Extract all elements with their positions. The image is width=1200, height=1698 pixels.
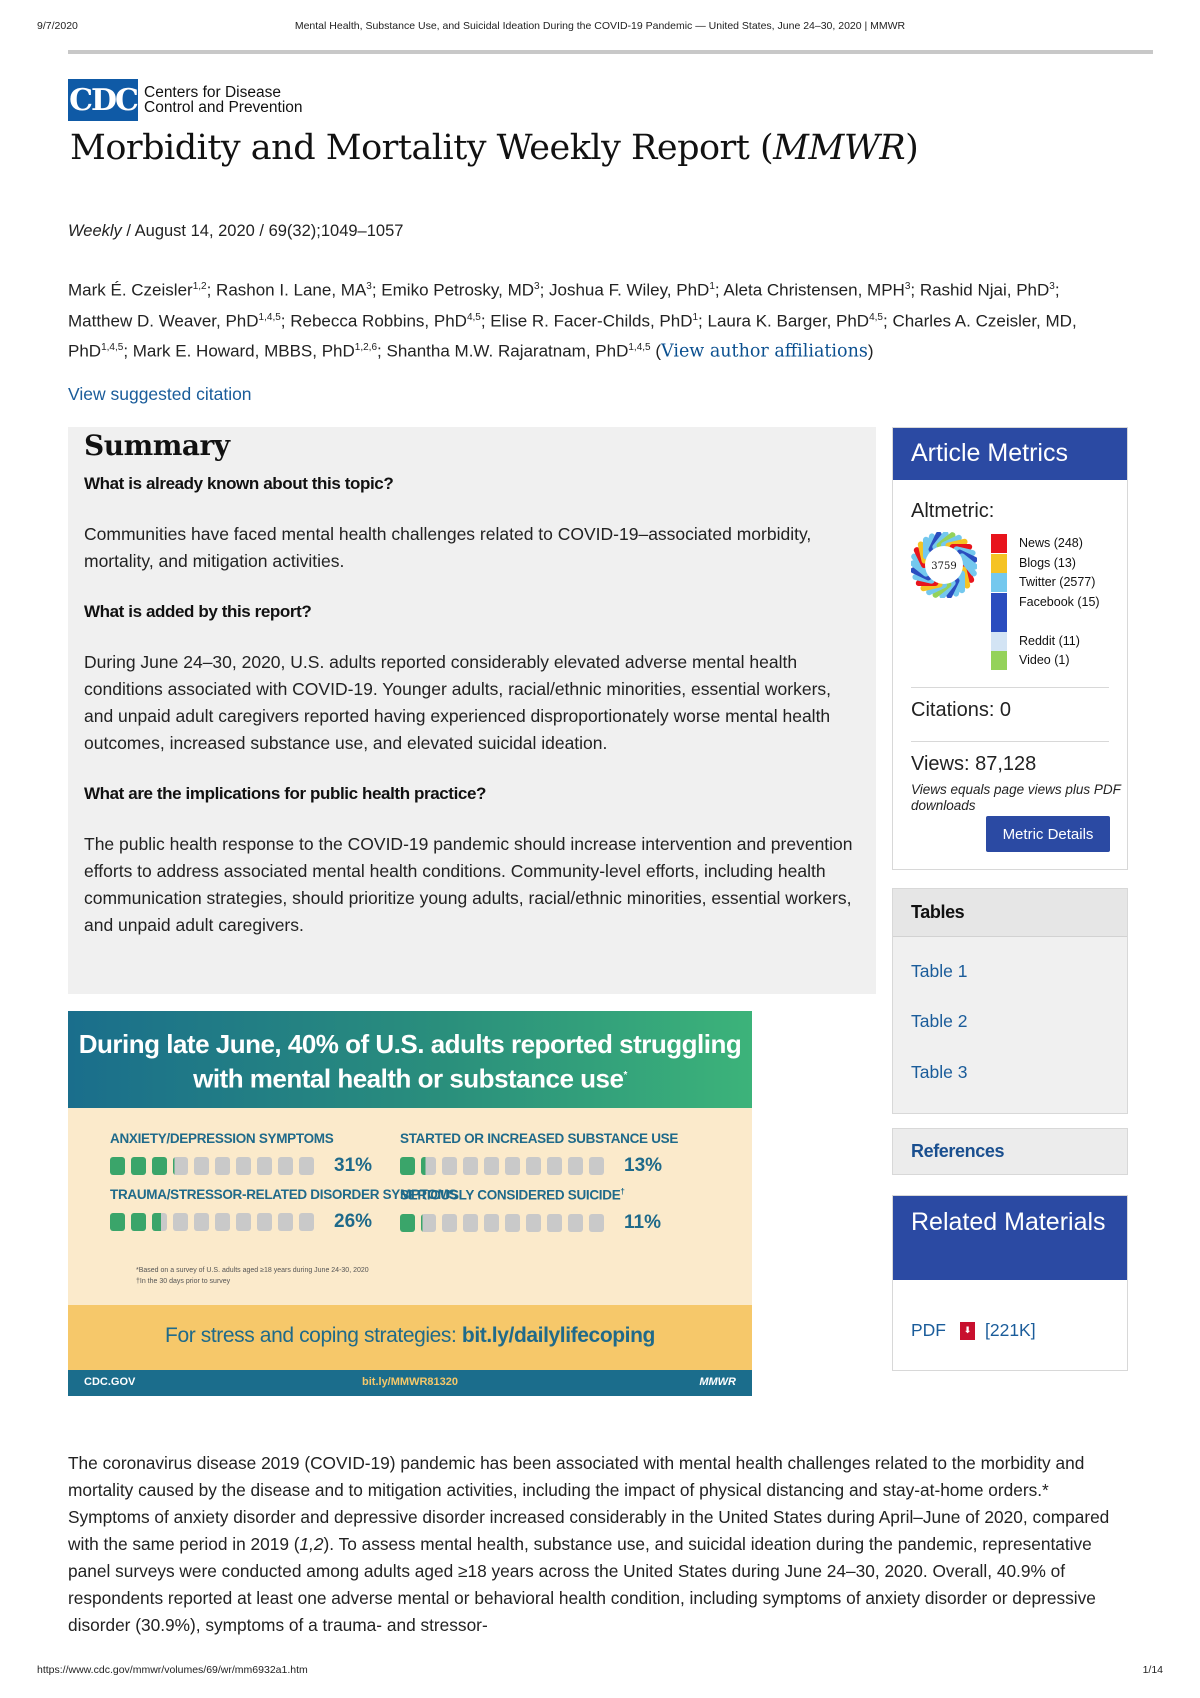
print-url: https://www.cdc.gov/mmwr/volumes/69/wr/mm6932a1.htm [37, 1664, 308, 1676]
author: ; Matthew D. Weaver, PhD [68, 280, 1060, 331]
author: ; Rebecca Robbins, PhD [280, 311, 467, 331]
stat-square [484, 1157, 499, 1175]
author-affiliation-sup: 3 [904, 281, 911, 292]
legend-label: Twitter (2577) [1019, 575, 1096, 589]
stat-square [589, 1157, 604, 1175]
altmetric-legend [991, 534, 1121, 671]
legend-swatch [991, 534, 1007, 553]
stat-square [278, 1157, 293, 1175]
print-header [37, 20, 1163, 34]
stat-label-text: TRAUMA/STRESSOR-RELATED DISORDER SYMPTOMS [110, 1187, 458, 1202]
stat-label-text: SERIOUSLY CONSIDERED SUICIDE [400, 1187, 621, 1203]
report-title [70, 128, 918, 168]
stat-square [152, 1157, 167, 1175]
issue-details: / August 14, 2020 / 69(32);1049–1057 [121, 222, 404, 240]
author: ; Rashon I. Lane, MA [206, 280, 367, 300]
altmetric-label: Altmetric: [911, 500, 995, 522]
author: ; Rashid Njai, PhD [910, 280, 1050, 300]
report-title-main: Morbidity and Mortality Weekly Report ( [70, 128, 774, 168]
cdc-logo-mark: CDC [68, 79, 138, 121]
legend-swatch [991, 593, 1007, 632]
legend-facebook [991, 593, 1121, 632]
related-materials-panel [892, 1195, 1128, 1371]
cdc-logo[interactable] [68, 78, 303, 122]
altmetric-donut-icon[interactable] [911, 532, 977, 598]
stat-square [194, 1213, 209, 1231]
reference-link[interactable]: 1,2 [299, 1534, 324, 1554]
stat-label-text: STARTED OR INCREASED SUBSTANCE USE [400, 1131, 679, 1146]
author-affiliation-sup: 4,5 [466, 311, 481, 323]
stat-percent: 31% [334, 1155, 373, 1176]
stat-square [547, 1214, 562, 1232]
coping-strategies-banner [68, 1305, 752, 1370]
report-title-close: ) [905, 128, 919, 168]
stat-square [299, 1157, 314, 1175]
stat-square [110, 1213, 125, 1231]
legend-swatch [991, 651, 1007, 670]
pdf-download-link[interactable] [911, 1320, 1036, 1341]
view-suggested-citation-link[interactable]: View suggested citation [68, 384, 252, 404]
infographic-stats [68, 1108, 752, 1305]
infographic-headline [68, 1011, 752, 1108]
stat-substance-use [400, 1131, 678, 1177]
metrics-divider [911, 687, 1109, 688]
related-materials-header: Related Materials [893, 1196, 1127, 1280]
legend-news [991, 534, 1121, 554]
stat-square [505, 1157, 520, 1175]
stat-square [215, 1213, 230, 1231]
author: ; Shantha M.W. Rajaratnam, PhD [377, 341, 629, 361]
logo-line-2: Control and Prevention [144, 99, 303, 116]
stat-square [421, 1157, 436, 1175]
table-3-link[interactable]: Table 3 [911, 1062, 968, 1082]
stat-square [589, 1214, 604, 1232]
stat-square [173, 1213, 188, 1231]
article-metrics-panel [892, 427, 1128, 870]
tables-header: Tables [893, 889, 1127, 937]
body-text-part: The coronavirus disease 2019 (COVID-19) pandemic has been associated with mental health challenges related to the morbidity and mortality caused by the disease and to mitigation activities, including the impact of physical distancing and stay-at-home orders.* Symptoms of anxiety disorder and depressive disorder increased considerably in the United States during April–June of 2020, compared with the same period in 2019 ( [68, 1453, 1110, 1554]
legend-swatch [991, 554, 1007, 573]
pdf-label: PDF [911, 1320, 946, 1340]
coping-link: bit.ly/dailylifecoping [461, 1324, 655, 1347]
stat-footnote-mark: † [620, 1187, 625, 1196]
author-affiliation-sup: 1,4,5 [628, 342, 651, 354]
legend-label: Facebook (15) [1019, 594, 1100, 609]
stat-square [215, 1157, 230, 1175]
tables-panel [892, 888, 1128, 1114]
infographic-footer [68, 1370, 752, 1396]
stat-label-text: ANXIETY/DEPRESSION SYMPTOMS [110, 1131, 334, 1146]
summary-answer-3: The public health response to the COVID-19 pandemic should increase intervention and prevention efforts to address associated mental health conditions. Community-level efforts, including health communication strategies, should prioritize young adults, racial/ethnic minorities, essential workers, and unpaid adult caregivers. [84, 834, 853, 935]
stat-percent: 11% [624, 1211, 661, 1233]
stat-square [526, 1214, 541, 1232]
top-divider [68, 50, 1153, 54]
author-affiliation-sup: 1,2 [192, 281, 207, 292]
legend-twitter [991, 573, 1121, 593]
stat-square [421, 1214, 436, 1232]
stat-square [568, 1157, 583, 1175]
stat-square [442, 1157, 457, 1175]
stat-label [110, 1131, 372, 1146]
altmetric-score: 3759 [931, 561, 957, 572]
summary-title: Summary [84, 429, 230, 462]
report-title-italic: MMWR [773, 128, 906, 168]
stat-anxiety-depression [110, 1131, 372, 1177]
stat-square [547, 1157, 562, 1175]
footer-cdc-gov: CDC.GOV [84, 1376, 136, 1388]
author-affiliation-sup: 1 [709, 281, 715, 292]
legend-label: Blogs (13) [1019, 555, 1076, 570]
print-page-number: 1/14 [1142, 1664, 1163, 1676]
references-link[interactable]: References [892, 1128, 1128, 1175]
stat-label [400, 1131, 678, 1146]
author: ; Aleta Christensen, MPH [714, 280, 905, 300]
stat-square [278, 1213, 293, 1231]
cdc-logo-text [144, 85, 303, 115]
author: ; Mark E. Howard, MBBS, PhD [123, 341, 355, 361]
print-footer [37, 1664, 1163, 1678]
author-affiliation-sup: 3 [1049, 281, 1055, 292]
stat-square [400, 1157, 415, 1175]
author: Mark É. Czeisler [68, 280, 193, 300]
stat-square [526, 1157, 541, 1175]
stat-square [299, 1213, 314, 1231]
print-page-title: Mental Health, Substance Use, and Suicidal Ideation During the COVID-19 Pandemic — United States, June 24–30, 2020 | MMWR [294, 20, 906, 32]
stat-percent: 26% [334, 1211, 373, 1232]
summary-answer-2: During June 24–30, 2020, U.S. adults reported considerably elevated adverse mental health conditions associated with COVID-19. Younger adults, racial/ethnic minorities, essential workers, and unpaid adult caregivers reported having experienced disproportionately worse mental health outcomes, increased substance use, and elevated suicidal ideation. [84, 652, 832, 753]
stat-square [400, 1214, 415, 1232]
stat-considered-suicide [400, 1187, 661, 1234]
view-author-affiliations-link[interactable]: View author affiliations [661, 341, 868, 362]
footnote-2: †In the 30 days prior to survey [136, 1278, 231, 1285]
table-1-link[interactable]: Table 1 [911, 961, 968, 981]
legend-label: News (248) [1019, 536, 1083, 550]
headline-line-1: During late June, 40% of U.S. adults reported struggling [78, 1029, 742, 1059]
issue-info [68, 222, 403, 241]
legend-video [991, 651, 1121, 671]
footer-short-link: bit.ly/MMWR81320 [362, 1376, 458, 1388]
coping-prefix: For stress and coping strategies: [165, 1324, 462, 1347]
stat-square [152, 1213, 167, 1231]
legend-blogs [991, 554, 1121, 574]
paren: ( [650, 341, 662, 361]
footnote-1: *Based on a survey of U.S. adults aged ≥18 years during June 24-30, 2020 [136, 1267, 369, 1274]
stat-bar [110, 1155, 372, 1177]
body-paragraph [68, 1450, 1132, 1639]
article-metrics-header: Article Metrics [893, 428, 1127, 480]
issue-weekly: Weekly [68, 222, 122, 240]
summary-answer-1: Communities have faced mental health challenges related to COVID-19–associated morbidity, mortality, and mitigation activities. [84, 524, 812, 571]
author-affiliation-sup: 4,5 [869, 311, 883, 323]
author-affiliation-sup: 1,4,5 [101, 342, 124, 354]
print-date: 9/7/2020 [37, 20, 78, 32]
legend-label: Reddit (11) [1019, 633, 1080, 648]
author-affiliation-sup: 3 [534, 281, 540, 292]
stat-square [110, 1157, 125, 1175]
stat-bar [400, 1155, 678, 1177]
stat-square [484, 1214, 499, 1232]
table-2-link[interactable]: Table 2 [911, 1011, 968, 1031]
stat-square [236, 1213, 251, 1231]
footer-mmwr: MMWR [699, 1376, 736, 1388]
author: ; Emiko Petrosky, MD [371, 280, 535, 300]
legend-label: Video (1) [1019, 653, 1070, 667]
infographic [68, 1011, 752, 1396]
stat-square [236, 1157, 251, 1175]
metrics-divider [911, 741, 1109, 742]
infographic-footnotes [136, 1265, 369, 1287]
summary-question-1: What is already known about this topic? [84, 474, 394, 493]
headline-footnote-mark: * [623, 1070, 627, 1081]
stat-square [442, 1214, 457, 1232]
metric-details-button[interactable]: Metric Details [986, 816, 1110, 852]
author-affiliation-sup: 1 [692, 311, 699, 323]
author: ; Joshua F. Wiley, PhD [539, 280, 710, 300]
stat-square [505, 1214, 520, 1232]
legend-reddit [991, 632, 1121, 652]
stat-label [400, 1187, 661, 1203]
paren: ) [867, 341, 874, 361]
views-note: Views equals page views plus PDF downloads [911, 782, 1121, 813]
pdf-file-icon: ⬇ [960, 1322, 975, 1340]
citations-count: Citations: 0 [911, 699, 1012, 721]
stat-square [568, 1214, 583, 1232]
stat-square [131, 1157, 146, 1175]
logo-line-1: Centers for Disease [144, 84, 281, 101]
summary-box [68, 427, 876, 994]
legend-swatch [991, 573, 1007, 592]
body-text-part: ). To assess mental health, substance use, and suicidal ideation during the pandemic, representative panel surveys were conducted among adults aged ≥18 years across the United States during June 24–30, 2020. Overall, 40.9% of respondents reported at least one adverse mental or behavioral health condition, including symptoms of anxiety disorder or depressive disorder (30.9%), symptoms of a trauma- and stressor- [68, 1534, 1096, 1635]
author-affiliation-sup: 1,2,6 [354, 342, 378, 354]
summary-question-2: What is added by this report? [84, 602, 312, 621]
pdf-size: [221K] [985, 1320, 1036, 1340]
stat-bar [400, 1212, 661, 1234]
headline-line-2 [68, 1060, 752, 1095]
summary-question-3: What are the implications for public health practice? [84, 784, 486, 803]
headline-line-2-text: with mental health or substance use [193, 1063, 624, 1094]
author: ; Laura K. Barger, PhD [698, 311, 870, 331]
stat-percent: 13% [624, 1155, 663, 1176]
views-count: Views: 87,128 [911, 753, 1037, 775]
stat-square [173, 1157, 188, 1175]
stat-square [131, 1213, 146, 1231]
stat-square [463, 1157, 478, 1175]
stat-square [257, 1157, 272, 1175]
legend-swatch [991, 632, 1007, 651]
stat-square [257, 1213, 272, 1231]
author-affiliation-sup: 3 [366, 281, 372, 292]
author-list [68, 273, 1118, 366]
author: ; Elise R. Facer-Childs, PhD [480, 311, 693, 331]
stat-square [463, 1214, 478, 1232]
author-affiliation-sup: 1,4,5 [258, 311, 281, 323]
author: ; Charles A. Czeisler, MD, PhD [68, 311, 1077, 361]
stat-square [194, 1157, 209, 1175]
